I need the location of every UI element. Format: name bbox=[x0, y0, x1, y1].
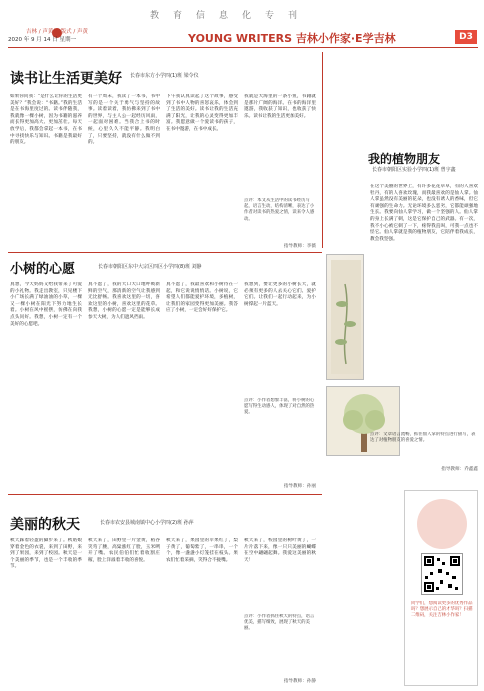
article1-comment: 点评：本文从生活中的读书经历写起，语言生动，结构清晰，表达了小作者对读书的热爱之情，读来令人感动。 bbox=[244, 198, 315, 222]
article2-byline: 长春市朝阳区东中大宗区四区小学四(8)班 刘静 bbox=[98, 264, 202, 270]
article2-teacher: 指导教师：孙丽 bbox=[283, 484, 316, 489]
article4-body: 在这个美丽的世界上，有许多花花草草，有的人喜欢牡丹，有的人喜欢玫瑰，而我最喜欢的是仙人掌。仙人掌虽然没有美丽的花朵，也没有诱人的香味，但它有顽强的生命力。无论环境多么恶劣，它都能顽强地生长。我要向仙人掌学习，做一个坚强的人。仙人掌的身上长满了刺，这是它保护自己的武器。有一次，我不小心被它刺了一下，疼得我直叫，可我一点也不怪它。仙人掌就是我的植物朋友，它陪伴着我成长，教会我坚强。 bbox=[370, 184, 478, 242]
issue-date: 2020 年 9 月 14 日 星期一 bbox=[8, 37, 76, 43]
sidebar-decoration bbox=[417, 499, 467, 549]
section-banner: 教育信息化专刊 bbox=[150, 11, 312, 21]
article3-title: 美丽的秋天 bbox=[10, 517, 80, 533]
article3-col3: 秋天来了，果园里的苹果红了，梨子黄了，葡萄紫了，一串串，一个个，像一盏盏小灯笼挂在枝头。果农们忙着采摘，笑得合不拢嘴。 bbox=[166, 538, 238, 563]
article1-title: 读书让生活更美好 bbox=[10, 71, 122, 87]
article3-col1: 秋天踩着轻盈的脚步来了。秋姑娘穿着金色的衣裳，来到了田野，来到了果园，来到了校园。秋天是一个美丽的季节，也是一个丰收的季节。 bbox=[10, 538, 82, 570]
article1-col1: 如果你问我：“是什么让你的生活更美好？”我会说：“书籍。”我的生活是在书海里度过的。读书伴随我，我就像一棵小树，因为书籍的滋养而长得更加高大、更加茁壮。每天放学后，我都会拿起一本书，在书中寻找快乐与知识。书籍是我最好的朋友。 bbox=[10, 94, 82, 146]
qr-sidebar bbox=[404, 490, 478, 686]
article4-teacher: 指导教师：乔鑫鑫 bbox=[441, 467, 478, 472]
brand-en: YOUNG WRITERS bbox=[188, 32, 293, 45]
article2-col1: 真想，今天妈妈又给我带来了可爱的小礼物。我走出教室，只见楼下小广场长满了绿油油的小草，一棵又一棵小树在阳光下努力地生长着。小树在风中摇摆，仿佛在向我点头问好。我想，小树一定有一个美好的心愿吧。 bbox=[10, 282, 82, 327]
qr-code[interactable] bbox=[421, 553, 463, 595]
article1-col4: 我就是大海里的一条小鱼，书籍就是那片广阔的海洋。在书的海洋里遨游，我收获了知识，也收获了快乐。读书让我的生活更加美好。 bbox=[244, 94, 316, 119]
divider-1 bbox=[8, 252, 322, 253]
article3-byline: 长春市农安县城南镇中心小学四(2)班 孙萍 bbox=[100, 520, 194, 526]
divider-2 bbox=[8, 494, 322, 495]
plant-photo-art bbox=[327, 254, 363, 380]
masthead-left bbox=[8, 28, 88, 44]
paper-name: 吉林 / 声黄虹 版式 / 声黄 bbox=[26, 29, 88, 35]
article2-col2: 真不愿了，我的大口大口地呼吸新鲜的空气，那清新的空气让我感到无比舒畅。我喜欢这里的一切，喜欢这里的小树，喜欢这里的花草。我想，小树的心愿一定是能够长成参天大树，为人们遮风挡雨。 bbox=[88, 282, 160, 320]
qr-code-icon bbox=[422, 554, 462, 594]
page-number: D3 bbox=[455, 30, 477, 44]
article2-col4: 我想到，要让更多的小树长大，就必须有更多的人去关心它们、爱护它们。让我们一起行动起来，为小树撑起一片蓝天。 bbox=[244, 282, 316, 307]
article2-col3: 真不愿了，我最喜欢和小树待在一起，和它说说悄悄话。小树说，它希望人们都能爱护环境，多植树，让我们的家园变得更加美丽。我答应了小树，一定会好好保护它。 bbox=[166, 282, 238, 314]
article2-comment: 点评：小作者想象丰富，将小树的心愿写得生动感人，体现了对自然的热爱。 bbox=[244, 398, 315, 416]
masthead-brand bbox=[188, 30, 396, 46]
article4-byline: 长春市朝阳区实验小学四(1)班 曾宇鑫 bbox=[372, 167, 456, 173]
article4-title: 我的植物朋友 bbox=[368, 152, 441, 166]
article3-col4: 秋天来了，校园里的树叶黄了，一片片落下来，像一只只美丽的蝴蝶在空中翩翩起舞。我爱这美丽的秋天！ bbox=[244, 538, 316, 563]
article1-byline: 长春市东方小学四(1)班 梁令仪 bbox=[130, 73, 199, 79]
right-col-divider bbox=[322, 52, 323, 248]
article1-col3: 下午我认真读起了这个故事，感受到了书中人物的喜怒哀乐，体会到了生活的美好。读书让我的生活充满了阳光，让我的心灵变得更加丰富。我愿意做一个爱读书的孩子，在书中遨游，在书中成长。 bbox=[166, 94, 238, 132]
brand-cn: 吉林小作家·E学吉林 bbox=[295, 32, 396, 45]
article1-teacher: 指导教师：李薇 bbox=[283, 244, 316, 249]
qr-caption: 同学们，想阅读更多的优秀作品吗？想展示自己的才华吗？扫描二维码，关注吉林小作家！ bbox=[411, 601, 473, 619]
article3-teacher: 指导教师：孙静 bbox=[283, 679, 316, 684]
article2-title: 小树的心愿 bbox=[10, 262, 76, 277]
article3-comment: 点评：小作者抓住秋天的特点，语言优美，描写细致，展现了秋天的美丽。 bbox=[244, 614, 315, 632]
article4-comment: 点评：文章语言流畅，抓住仙人掌的特点进行描写，表达了对植物朋友的喜爱之情。 bbox=[370, 432, 476, 444]
plant-photo bbox=[326, 254, 364, 380]
article3-col2: 秋天来了，田野里一片金黄，稻谷笑弯了腰，高粱涨红了脸，玉米咧开了嘴。农民伯伯们忙着收割庄稼，脸上洋溢着丰收的喜悦。 bbox=[88, 538, 160, 563]
article1-col2: 有一个周末，我读了一本书，书中写的是一个关于勇气与坚持的故事。读着读着，我仿佛来到了书中的世界，与主人公一起经历风雨，一起面对困难。当我合上书的时候，心里久久不能平静。我明白了，只要坚持，就没有什么做不到的。 bbox=[88, 94, 160, 146]
header-rule bbox=[8, 47, 478, 48]
